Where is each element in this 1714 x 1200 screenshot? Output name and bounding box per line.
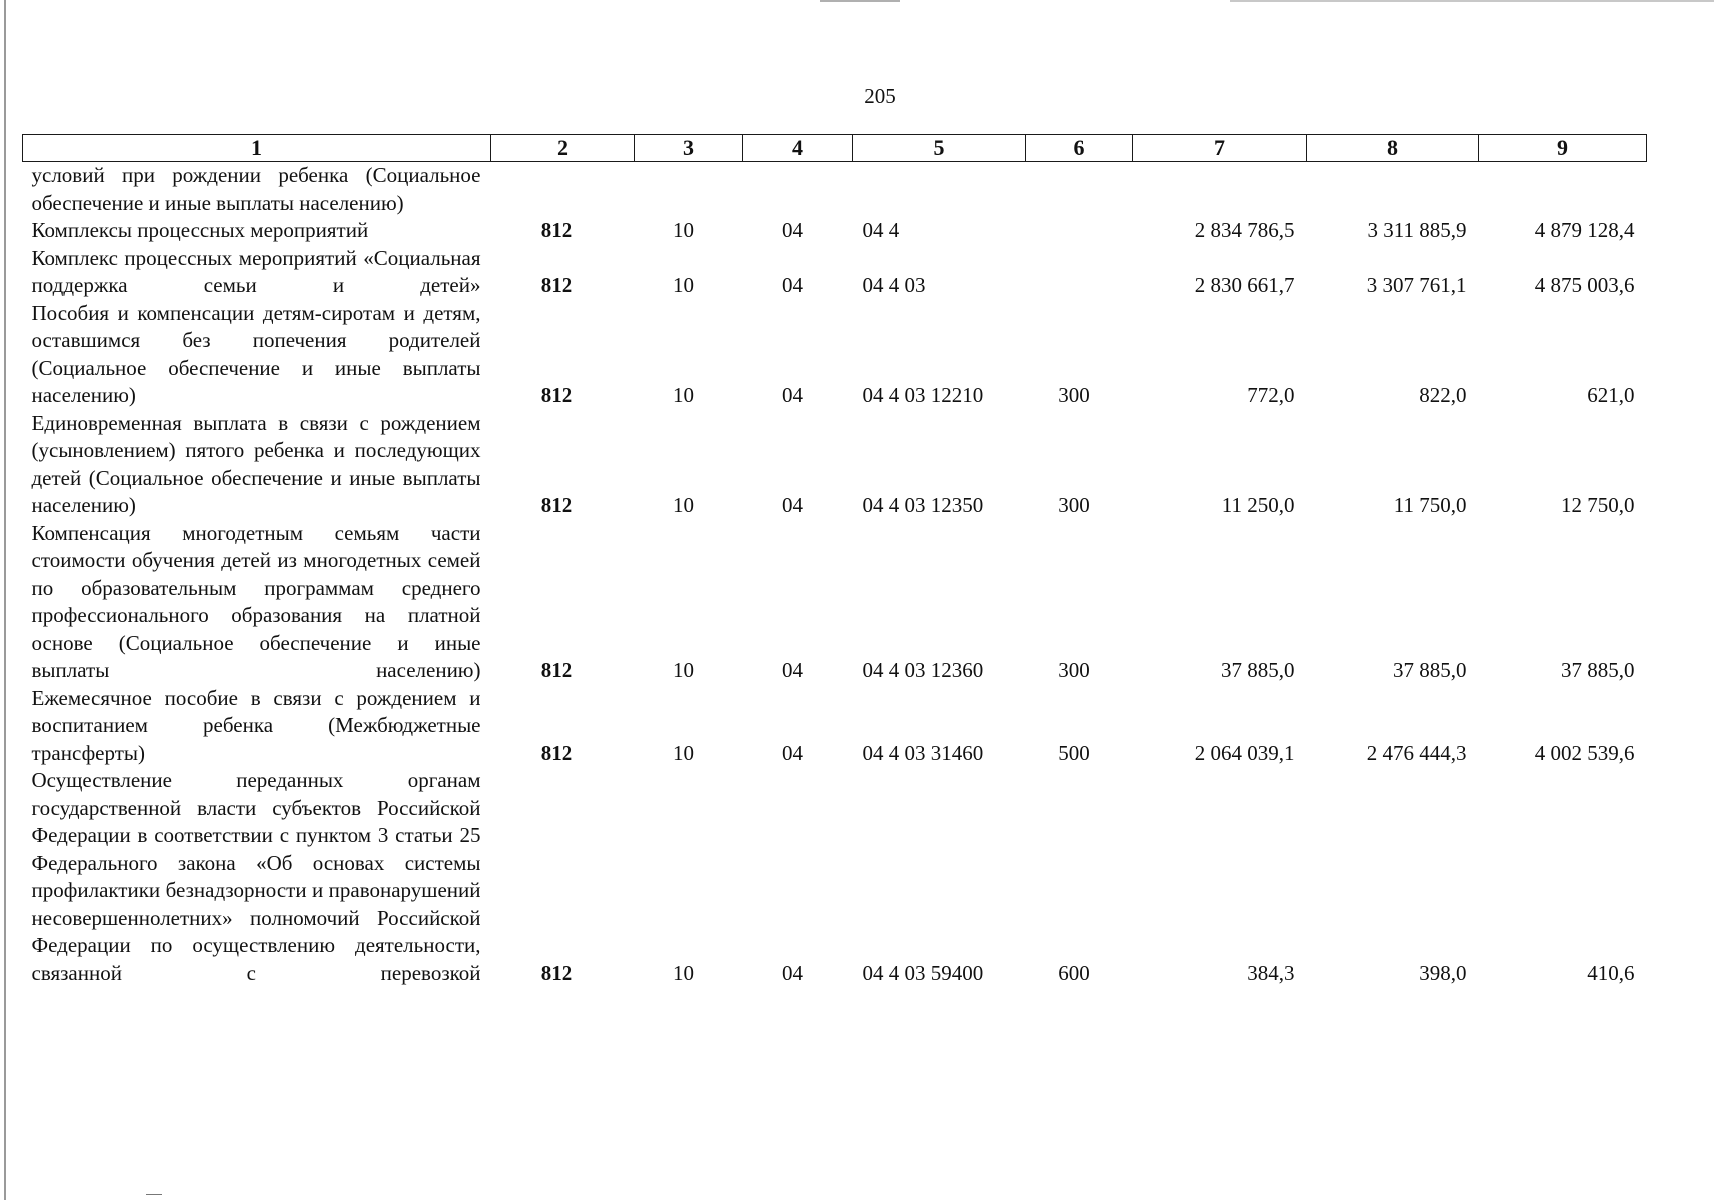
cell-expense-type: 500 xyxy=(1058,740,1090,765)
cell-sum-1: 772,0 xyxy=(1247,383,1295,407)
cell-section: 10 xyxy=(673,740,694,765)
cell-sum-3: 37 885,0 xyxy=(1561,658,1635,682)
cell-sum-2: 822,0 xyxy=(1419,383,1467,407)
cell-section xyxy=(635,162,743,218)
table-row xyxy=(23,300,1647,410)
cell-sum-2: 3 307 761,1 xyxy=(1366,273,1467,297)
cell-sum-3: 410,6 xyxy=(1587,960,1635,985)
cell-grbs xyxy=(491,162,635,218)
column-header-1: 1 xyxy=(23,135,491,162)
cell-section: 10 xyxy=(673,960,694,985)
cell-sum-1 xyxy=(1133,162,1307,218)
cell-sum-2: 37 885,0 xyxy=(1393,658,1467,682)
cell-subsection: 04 xyxy=(782,383,803,407)
column-header-5: 5 xyxy=(853,135,1026,162)
column-header-3: 3 xyxy=(635,135,743,162)
cell-expense-type: 300 xyxy=(1058,658,1090,682)
row-name: Комплексы процессных мероприятий xyxy=(31,218,369,242)
scan-edge-top-right xyxy=(1230,0,1714,2)
column-header-4: 4 xyxy=(743,135,853,162)
cell-expense-type: 300 xyxy=(1058,383,1090,407)
row-name: условий при рождении ребенка (Социальное обеспечение и иные выплаты населению) xyxy=(31,163,481,215)
cell-sum-3 xyxy=(1479,162,1647,218)
scan-mark-bottom xyxy=(146,1194,162,1195)
cell-grbs: 812 xyxy=(540,218,573,242)
table-row xyxy=(23,520,1647,685)
column-header-2: 2 xyxy=(491,135,635,162)
cell-grbs: 812 xyxy=(540,960,573,985)
row-name: Комплекс процессных мероприятий «Социальная поддержка семьи и детей» xyxy=(31,245,481,297)
cell-target-article xyxy=(853,162,1026,218)
cell-target-article: 04 4 xyxy=(862,218,900,242)
cell-target-article: 04 4 03 31460 xyxy=(862,740,984,765)
cell-expense-type xyxy=(1026,245,1133,300)
row-name: Пособия и компенсации детям-сиротам и детям, оставшимся без попечения родителей (Социальное обеспечение и иные выплаты населению) xyxy=(31,300,481,407)
cell-subsection: 04 xyxy=(782,273,803,297)
table-row xyxy=(23,685,1647,768)
cell-sum-3: 12 750,0 xyxy=(1561,493,1635,517)
cell-section: 10 xyxy=(673,383,694,407)
cell-sum-2: 398,0 xyxy=(1419,960,1467,985)
row-name: Ежемесячное пособие в связи с рождением и воспитанием ребенка (Межбюджетные трансферты) xyxy=(31,685,481,765)
cell-target-article: 04 4 03 12210 xyxy=(862,383,984,407)
cell-section: 10 xyxy=(673,493,694,517)
cell-sum-1: 2 830 661,7 xyxy=(1194,273,1295,297)
table-row xyxy=(23,162,1647,218)
cell-grbs: 812 xyxy=(540,740,573,765)
cell-expense-type xyxy=(1026,162,1133,218)
scan-edge-top xyxy=(820,0,900,2)
cell-sum-3: 621,0 xyxy=(1587,383,1635,407)
cell-sum-1: 2 834 786,5 xyxy=(1194,218,1295,242)
column-header-9: 9 xyxy=(1479,135,1647,162)
cell-target-article: 04 4 03 12360 xyxy=(862,658,984,682)
cell-sum-3: 4 879 128,4 xyxy=(1534,218,1635,242)
column-header-6: 6 xyxy=(1026,135,1133,162)
page-number: 205 xyxy=(864,84,896,108)
cell-sum-2: 11 750,0 xyxy=(1393,493,1467,517)
cell-subsection: 04 xyxy=(782,658,803,682)
cell-expense-type: 600 xyxy=(1058,960,1090,985)
cell-sum-1: 37 885,0 xyxy=(1221,658,1295,682)
cell-subsection: 04 xyxy=(782,493,803,517)
cell-grbs: 812 xyxy=(540,493,573,517)
table-row xyxy=(23,245,1647,300)
header-row xyxy=(23,135,1647,162)
column-header-7: 7 xyxy=(1133,135,1307,162)
row-name: Единовременная выплата в связи с рождением (усыновлением) пятого ребенка и последующих детей (Социальное обеспечение и иные выплаты населению) xyxy=(31,410,481,517)
budget-table xyxy=(22,134,1647,987)
cell-grbs: 812 xyxy=(540,383,573,407)
cell-target-article: 04 4 03 xyxy=(862,273,926,297)
cell-sum-2: 3 311 885,9 xyxy=(1367,218,1467,242)
cell-sum-3: 4 875 003,6 xyxy=(1534,273,1635,297)
scan-edge-left xyxy=(4,0,6,1200)
row-name: Компенсация многодетным семьям части стоимости обучения детей из многодетных семей по образовательным программам среднего профессионального образования на платной основе (Социальное обеспечение и иные выплаты населению) xyxy=(31,520,481,682)
cell-expense-type: 300 xyxy=(1058,493,1090,517)
cell-sum-1: 11 250,0 xyxy=(1221,493,1295,517)
table-row xyxy=(23,217,1647,245)
cell-sum-2: 2 476 444,3 xyxy=(1366,740,1467,765)
cell-expense-type xyxy=(1026,217,1133,245)
table-row xyxy=(23,410,1647,520)
cell-subsection: 04 xyxy=(782,218,803,242)
cell-subsection xyxy=(743,162,853,218)
cell-section: 10 xyxy=(673,658,694,682)
cell-target-article: 04 4 03 59400 xyxy=(862,960,984,985)
cell-sum-2 xyxy=(1307,162,1479,218)
row-name: Осуществление переданных органам государственной власти субъектов Российской Федерации в соответствии с пунктом 3 статьи 25 Федерального закона «Об основах системы профилактики безнадзорности и правонарушений несовершеннолетних» полномочий Российской Федерации по осуществлению деятельности, связанной с перевозкой xyxy=(31,768,481,985)
cell-sum-1: 2 064 039,1 xyxy=(1194,740,1295,765)
cell-subsection: 04 xyxy=(782,740,803,765)
cell-grbs: 812 xyxy=(540,273,573,297)
cell-section: 10 xyxy=(673,218,694,242)
cell-subsection: 04 xyxy=(782,960,803,985)
table-row xyxy=(23,767,1647,987)
cell-grbs: 812 xyxy=(540,658,573,682)
cell-target-article: 04 4 03 12350 xyxy=(862,493,984,517)
cell-section: 10 xyxy=(673,273,694,297)
column-header-8: 8 xyxy=(1307,135,1479,162)
cell-sum-1: 384,3 xyxy=(1247,960,1295,985)
cell-sum-3: 4 002 539,6 xyxy=(1534,740,1635,765)
